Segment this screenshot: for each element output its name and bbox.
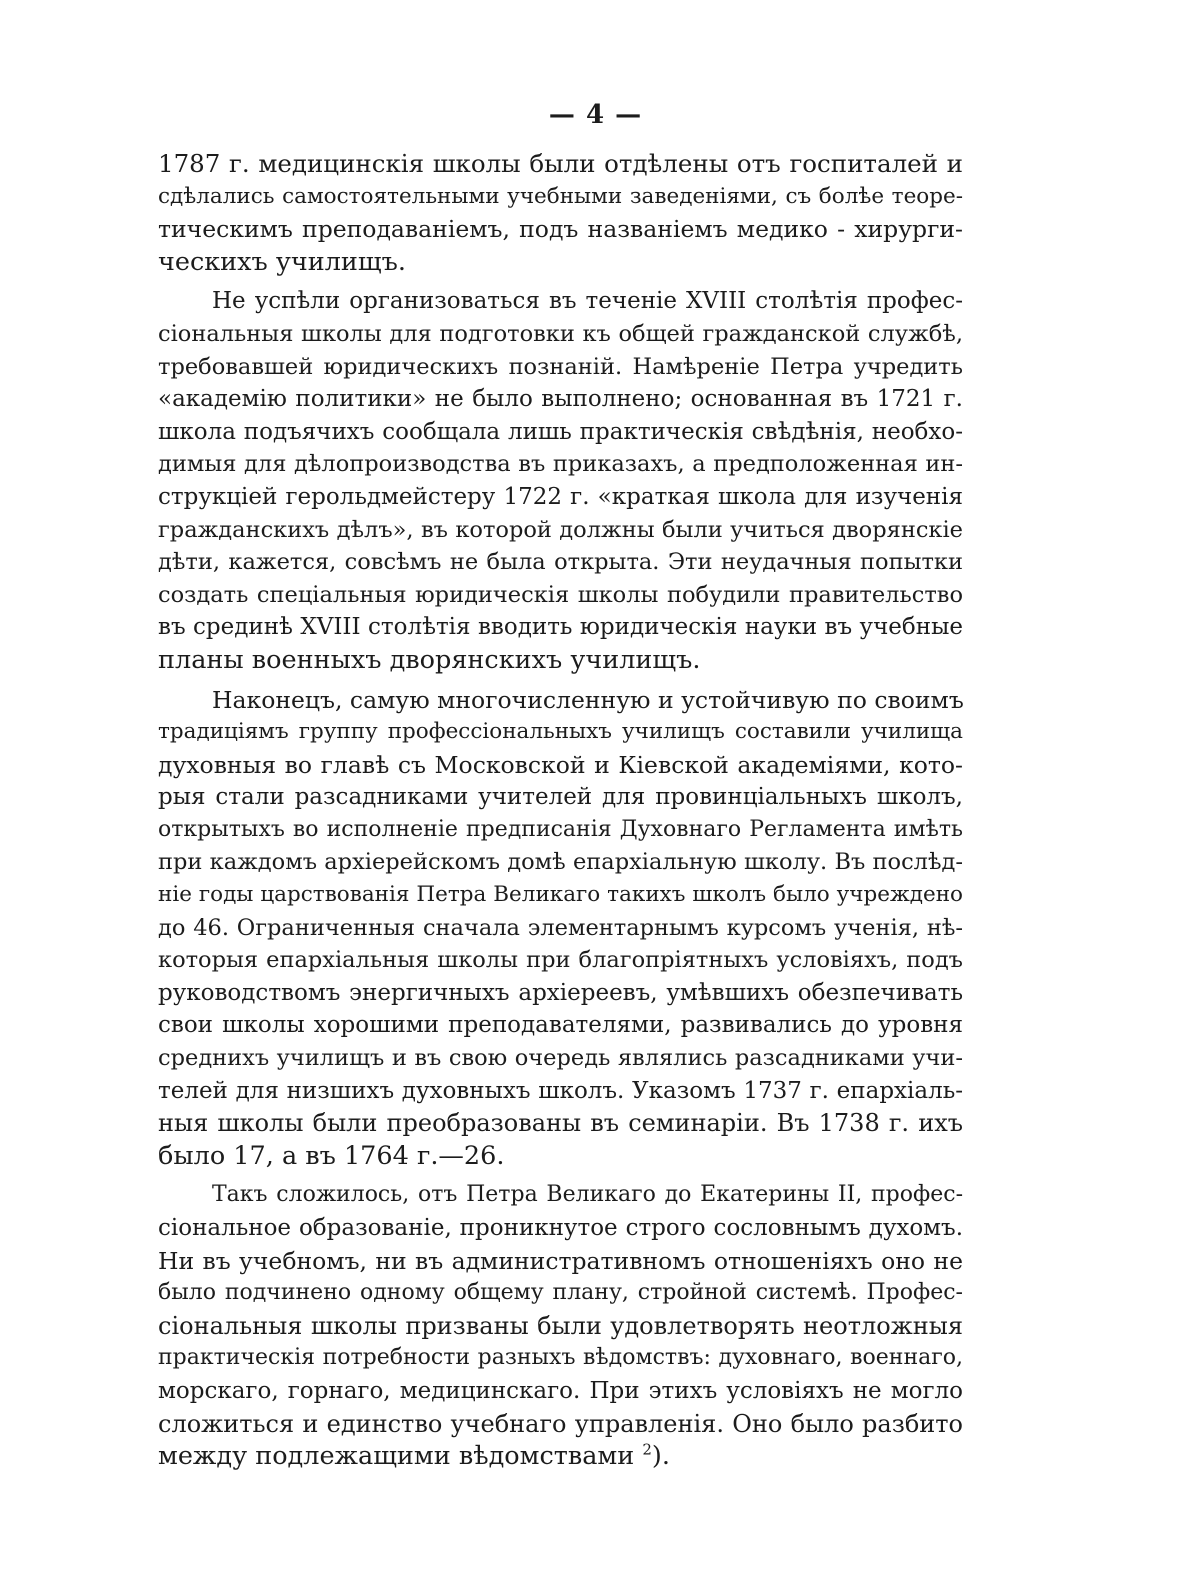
text-line: школа подъячихъ сообщала лишь практическія свѣдѣнія, необхо- bbox=[158, 418, 963, 445]
text-line: духовныя во главѣ съ Московской и Кіевской академіями, кото- bbox=[158, 750, 963, 779]
text-line: среднихъ училищъ и въ свою очередь являлись разсадниками учи- bbox=[158, 1045, 963, 1072]
text-line: требовавшей юридическихъ познаній. Намѣреніе Петра учредить bbox=[158, 353, 963, 380]
text-line: практическія потребности разныхъ вѣдомствъ: духовнаго, военнаго, bbox=[158, 1345, 963, 1371]
text-line: свои школы хорошими преподавателями, развивались до уровня bbox=[158, 1012, 963, 1039]
text-line: открытыхъ во исполненіе предписанія Духовнаго Регламента имѣть bbox=[158, 816, 963, 842]
text-line: 1787 г. медицинскія школы были отдѣлены отъ госпиталей и bbox=[158, 149, 963, 178]
text-line: морскаго, горнаго, медицинскаго. При этихъ условіяхъ не могло bbox=[158, 1377, 963, 1404]
text-line: было 17, а въ 1764 г.—26. bbox=[158, 1140, 505, 1171]
text-line: ніе годы царствованія Петра Великаго такихъ школъ было учреждено bbox=[158, 882, 963, 908]
text-line: тическимъ преподаваніемъ, подъ названіемъ медико - хирурги- bbox=[158, 215, 963, 244]
text-line: традиціямъ группу профессіональныхъ училищъ составили училища bbox=[158, 719, 963, 745]
text-line: Ни въ учебномъ, ни въ административномъ отношеніяхъ оно не bbox=[158, 1246, 963, 1275]
text-line: планы военныхъ дворянскихъ училищъ. bbox=[158, 644, 701, 675]
text-line: Не успѣли организоваться въ теченіе XVIII столѣтія профес- bbox=[212, 288, 963, 315]
text-line: Такъ сложилось, отъ Петра Великаго до Екатерины II, профес- bbox=[212, 1182, 963, 1208]
text-fragment: между подлежащими вѣдомствами bbox=[158, 1441, 635, 1472]
text-line: сіональныя школы для подготовки къ общей гражданской службѣ, bbox=[158, 320, 963, 347]
text-line: было подчинено одному общему плану, стройной системѣ. Профес- bbox=[158, 1280, 963, 1306]
text-line: сдѣлались самостоятельными учебными заведеніями, съ болѣе теоре- bbox=[158, 183, 963, 209]
text-fragment: ). bbox=[651, 1441, 670, 1472]
text-line: телей для низшихъ духовныхъ школъ. Указомъ 1737 г. епархіаль- bbox=[158, 1077, 963, 1104]
text-line: создать спеціальныя юридическія школы побудили правительство bbox=[158, 581, 963, 608]
text-line: сіональное образованіе, проникнутое строго сословнымъ духомъ. bbox=[158, 1215, 963, 1241]
text-line: руководствомъ энергичныхъ архіереевъ, умѣвшихъ обезпечивать bbox=[158, 979, 963, 1006]
paragraph-ecclesiastical-schools bbox=[158, 684, 963, 1173]
text-line: дѣти, кажется, совсѣмъ не была открыта. Эти неудачныя попытки bbox=[158, 549, 963, 576]
footnote-ref[interactable]: 2 bbox=[642, 1440, 652, 1459]
text-line: гражданскихъ дѣлъ», въ которой должны были учиться дворянскіе bbox=[158, 516, 963, 543]
text-line: при каждомъ архіерейскомъ домѣ епархіальную школу. Въ послѣд- bbox=[158, 849, 963, 876]
paragraph-civil-service-schools bbox=[158, 285, 963, 676]
text-line: рыя стали разсадниками учителей для провинціальныхъ школъ, bbox=[158, 784, 963, 811]
text-line: Наконецъ, самую многочисленную и устойчивую по своимъ bbox=[212, 685, 964, 714]
body-text bbox=[158, 148, 963, 1480]
text-line: сіональныя школы призваны были удовлетворять неотложныя bbox=[158, 1311, 963, 1340]
text-line: ческихъ училищъ. bbox=[158, 246, 406, 277]
text-line: «академію политики» не было выполнено; основанная въ 1721 г. bbox=[158, 386, 963, 413]
page-number: — 4 — bbox=[548, 100, 643, 130]
text-line: ныя школы были преобразованы въ семинаріи. Въ 1738 г. ихъ bbox=[158, 1109, 963, 1138]
text-line: сложиться и единство учебнаго управленія. Оно было разбито bbox=[158, 1409, 963, 1438]
text-line: струкціей герольдмейстеру 1722 г. «краткая школа для изученія bbox=[158, 483, 963, 510]
paragraph-medical-schools bbox=[158, 148, 963, 278]
text-line: въ срединѣ XVIII столѣтія вводить юридическія науки въ учебные bbox=[158, 614, 963, 641]
text-line: до 46. Ограниченныя сначала элементарнымъ курсомъ ученія, нѣ- bbox=[158, 914, 963, 941]
text-line: которыя епархіальныя школы при благопріятныхъ условіяхъ, подъ bbox=[158, 947, 963, 974]
paragraph-conclusion bbox=[158, 1179, 963, 1472]
text-line-with-footnote bbox=[158, 1440, 963, 1473]
text-line: димыя для дѣлопроизводства въ приказахъ, а предположенная ин- bbox=[158, 451, 963, 478]
